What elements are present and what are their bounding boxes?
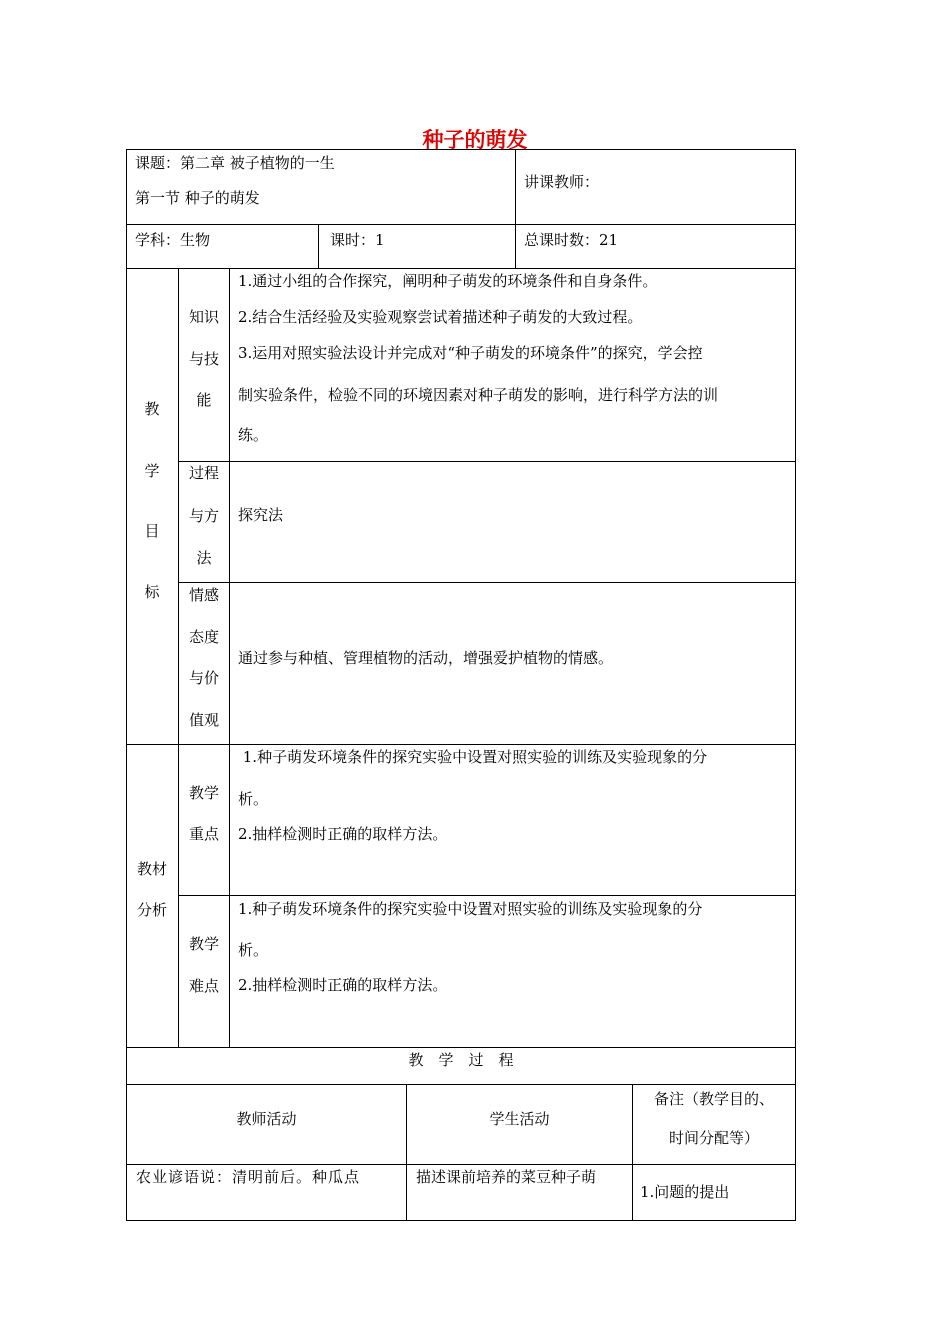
keypoints-line: 析。 xyxy=(238,790,269,808)
process-content-cell xyxy=(229,461,796,583)
keypoints-label: 重点 xyxy=(188,825,219,843)
col-notes-header: 时间分配等） xyxy=(668,1129,759,1147)
knowledge-content-cell xyxy=(229,268,796,462)
objectives-label-cell xyxy=(126,268,179,745)
objectives-char: 学 xyxy=(144,462,160,480)
objectives-char: 标 xyxy=(144,583,160,601)
col-student-header: 学生活动 xyxy=(489,1110,550,1128)
analysis-label: 分析 xyxy=(136,901,167,919)
subject-text: 学科：生物 xyxy=(135,231,211,249)
knowledge-label: 能 xyxy=(196,391,212,409)
emotion-label: 情感 xyxy=(188,586,219,604)
emotion-label: 值观 xyxy=(188,711,219,729)
row1-notes-text: 1.问题的提出 xyxy=(640,1183,730,1201)
row1-student-text: 描述课前培养的菜豆种子萌 xyxy=(416,1168,597,1186)
knowledge-line: 练。 xyxy=(238,426,269,444)
objectives-char: 目 xyxy=(144,522,160,540)
teacher-label: 讲课教师： xyxy=(524,173,600,191)
page-title: 种子的萌发 xyxy=(422,128,528,152)
difficulties-label-cell xyxy=(178,895,230,1048)
objectives-char: 教 xyxy=(144,400,160,418)
difficulties-line: 2.抽样检测时正确的取样方法。 xyxy=(238,976,448,994)
analysis-label-cell xyxy=(126,744,179,1048)
emotion-label: 态度 xyxy=(188,628,219,646)
knowledge-label: 与技 xyxy=(188,350,219,368)
knowledge-line: 2.结合生活经验及实验观察尝试着描述种子萌发的大致过程。 xyxy=(238,308,643,326)
course-title: 课题：第二章 被子植物的一生 xyxy=(135,154,335,172)
difficulties-label: 教学 xyxy=(188,935,219,953)
keypoints-label-cell xyxy=(178,744,230,896)
row1-teacher-text: 农业谚语说：清明前后。种瓜点 xyxy=(136,1168,361,1186)
difficulties-line: 1.种子萌发环境条件的探究实验中设置对照实验的训练及实验现象的分 xyxy=(238,900,703,918)
emotion-label: 与价 xyxy=(188,669,219,687)
knowledge-line: 3.运用对照实验法设计并完成对“种子萌发的环境条件”的探究，学会控 xyxy=(238,344,703,362)
process-text: 探究法 xyxy=(238,506,284,524)
process-label: 过程 xyxy=(188,464,219,482)
analysis-label: 教材 xyxy=(136,860,167,878)
process-heading: 教 学 过 程 xyxy=(408,1051,514,1069)
course-section: 第一节 种子的萌发 xyxy=(135,189,260,207)
col-teacher-header: 教师活动 xyxy=(236,1110,297,1128)
knowledge-line: 制实验条件，检验不同的环境因素对种子萌发的影响，进行科学方法的训 xyxy=(238,386,719,404)
difficulties-line: 析。 xyxy=(238,941,269,959)
process-label: 法 xyxy=(196,549,212,567)
keypoints-line: 1.种子萌发环境条件的探究实验中设置对照实验的训练及实验现象的分 xyxy=(238,748,708,766)
keypoints-line: 2.抽样检测时正确的取样方法。 xyxy=(238,825,448,843)
knowledge-line: 1.通过小组的合作探究，阐明种子萌发的环境条件和自身条件。 xyxy=(238,272,658,290)
knowledge-label: 知识 xyxy=(188,308,219,326)
total-hours-text: 总课时数：21 xyxy=(524,231,619,249)
process-label: 与方 xyxy=(188,507,219,525)
keypoints-label: 教学 xyxy=(188,784,219,802)
difficulties-label: 难点 xyxy=(188,977,219,995)
col-notes-header: 备注（教学目的、 xyxy=(653,1090,774,1108)
emotion-text: 通过参与种植、管理植物的活动，增强爱护植物的情感。 xyxy=(238,649,614,667)
hours-text: 课时：1 xyxy=(330,231,385,249)
